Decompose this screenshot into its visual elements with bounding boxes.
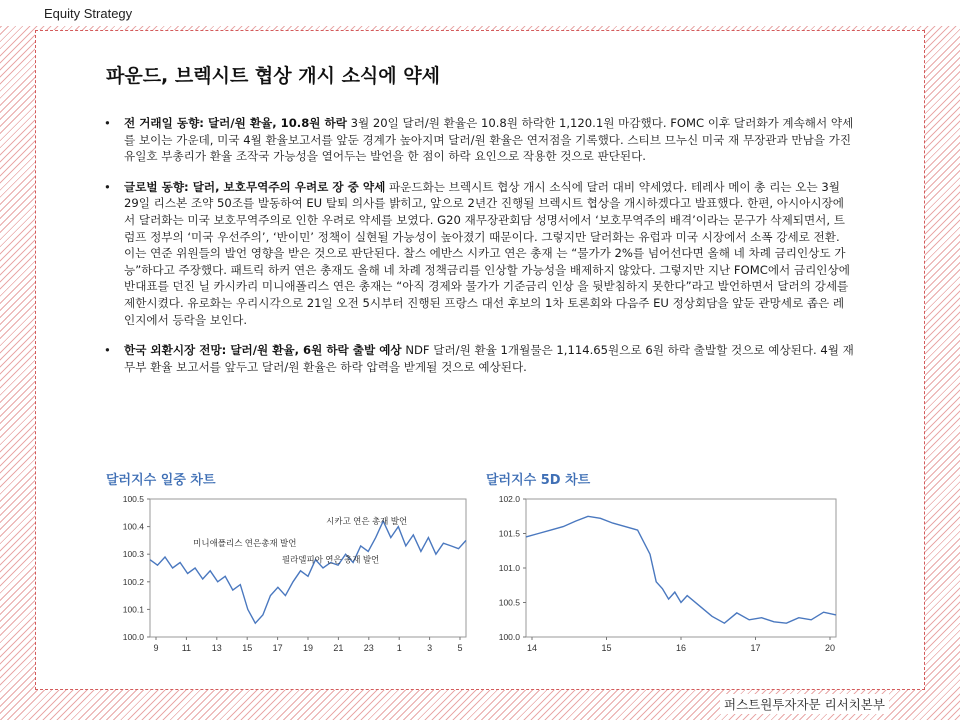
x-tick-label: 14	[526, 643, 538, 653]
x-tick-label: 13	[211, 643, 222, 653]
x-tick-label: 21	[333, 643, 344, 653]
bullet-body: 3월 20일 달러/원 환율은 10.8원 하락한 1,120.1원 마감했다. FOMC 이후 달러화가 계속해서 약세를 보이는 가운데, 미국 4월 환율보고서를 앞둔 경계가 높아지며 달러/원 환율은 연저점을 기록했다. 스티브 므누신 미국 재 무장관과 만남을 가진 유일호 부총리가 환율 조작국 가능성을 열어두는 발언을 한 점이 하락 요인으로 작용한 것으로 판단된다.	[124, 116, 854, 164]
chart-5d	[484, 493, 844, 663]
header-bar	[0, 0, 960, 26]
chart-title-intraday: 달러지수 일중 차트	[106, 473, 216, 488]
y-tick-label: 100.5	[498, 597, 520, 608]
x-tick-label: 16	[675, 643, 687, 653]
chart-title-5d: 달러지수 5D 차트	[486, 473, 591, 488]
x-tick-label: 9	[153, 643, 159, 653]
bullet-list	[102, 115, 854, 389]
footer-label: 퍼스트원투자자문 리서치본부	[720, 694, 889, 714]
bullet-marker: •	[104, 179, 111, 194]
x-tick-label: 15	[601, 643, 612, 653]
y-tick-label: 100.4	[122, 521, 144, 532]
annotation-label: 시카고 연은 총재 발언	[326, 515, 408, 526]
chart-intraday	[104, 493, 474, 663]
bullet-item	[102, 115, 854, 165]
bullet-body: NDF 달러/원 환율 1개월물은 1,114.65원으로 6원 하락 출발할 것으로 예상된다. 4월 재무부 환율 보고서를 앞두고 달러/원 환율은 하락 압력을 받게될 것으로 예상된다.	[124, 343, 854, 374]
y-tick-label: 100.0	[122, 632, 144, 642]
bullet-item	[102, 179, 854, 328]
bullet-body: 파운드화는 브렉시트 협상 개시 소식에 달러 대비 약세였다. 테레사 메이 총 리는 오는 3월 29일 리스본 조약 50조를 발동하여 EU 탈퇴 의사를 밝히고, 앞으로 2년간 진행될 브렉시트 협상을 개시하겠다고 발표했다. 한편, 아시아시장에서 달러화는 미국 보호무역주의로 인한 우려로 약세를 보였다. G20 재무장관회담 성명서에서 ‘보호무역주의 배격’이라는 문구가 삭제되면서, 트럼프 정부의 ‘미국 우선주의’, ‘반이민’ 정책이 실현될 가능성이 높아졌기 때문이다. 그렇지만 달러화는 유럽과 미국 시장에서 소폭 강세로 전환. 이는 연준 위원들의 발언 영향을 받은 것으로 판단된다. 찰스 에반스 시카고 연은 총재 는 “물가가 2%를 넘어선다면 올해 네 차례 금리인상도 가능”하다고 주장했다. 패트릭 하커 연은 총재도 올해 네 차례 정책금리를 인상할 가능성을 배제하지 않았다. 그렇지만 지난 FOMC에서 금리인상에 반대표를 던진 닐 카시카리 미니애폴리스 연은 총재는 “아직 경제와 물가가 기준금리 인상 을 뒷받침하지 못한다”라고 발언하면서 달러의 강세를 제한시켰다. 유로화는 우리시각으로 21일 오전 5시부터 진행된 프랑스 대선 후보의 1차 토론회와 다음주 EU 정상회담을 앞둔 관망세로 좁은 레인지에서 등락을 보인다.	[124, 179, 850, 327]
x-tick-label: 3	[427, 643, 433, 653]
series-line	[526, 516, 836, 623]
y-tick-label: 100.2	[122, 576, 144, 587]
y-tick-label: 101.0	[498, 563, 520, 573]
y-tick-label: 101.5	[498, 528, 520, 539]
annotation-label: 미니애폴리스 연은총재 발언	[193, 537, 297, 548]
x-tick-label: 11	[181, 643, 192, 653]
x-tick-label: 15	[242, 643, 253, 653]
annotation-label: 필라델피아 연은 총재 발언	[281, 554, 380, 565]
x-tick-label: 5	[457, 643, 463, 653]
bullet-lead: 글로벌 동향: 달러, 보호무역주의 우려로 장 중 약세	[124, 179, 386, 194]
y-tick-label: 100.5	[122, 494, 144, 504]
x-tick-label: 1	[396, 643, 402, 653]
plot-frame	[526, 499, 836, 637]
y-tick-label: 100.3	[122, 549, 144, 560]
header-label: Equity Strategy	[44, 6, 133, 21]
y-tick-label: 100.0	[498, 632, 520, 642]
bullet-marker: •	[104, 116, 111, 130]
bullet-lead: 전 거래일 동향: 달러/원 환율, 10.8원 하락	[124, 116, 347, 130]
page-title: 파운드, 브렉시트 협상 개시 소식에 약세	[106, 65, 440, 87]
document-page	[35, 30, 925, 690]
x-tick-label: 23	[363, 643, 374, 653]
x-tick-label: 17	[750, 643, 761, 653]
x-tick-label: 20	[824, 643, 836, 653]
bullet-marker: •	[104, 343, 111, 358]
x-tick-label: 17	[272, 643, 283, 653]
plot-frame	[150, 499, 466, 637]
y-tick-label: 102.0	[498, 494, 520, 504]
y-tick-label: 100.1	[122, 604, 144, 615]
series-line	[150, 521, 466, 623]
bullet-item	[102, 342, 854, 375]
x-tick-label: 19	[302, 643, 314, 653]
bullet-lead: 한국 외환시장 전망: 달러/원 환율, 6원 하락 출발 예상	[124, 343, 402, 358]
